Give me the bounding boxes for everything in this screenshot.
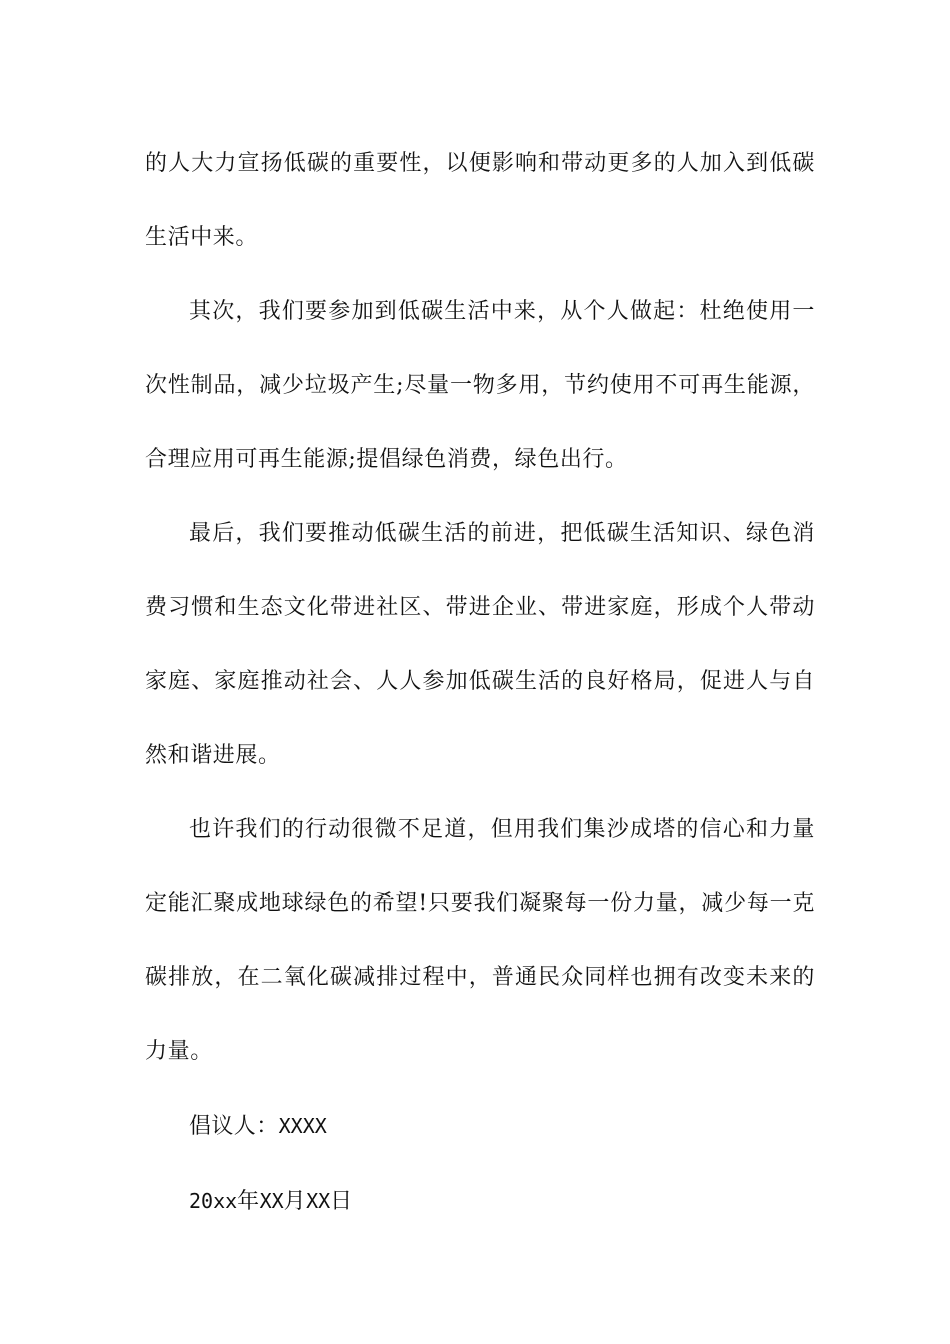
signature-line — [145, 1089, 815, 1164]
date-month: XX — [259, 1189, 284, 1213]
date-day-unit: 日 — [330, 1189, 353, 1214]
paragraph-1: 的人大力宣扬低碳的重要性，以便影响和带动更多的人加入到低碳生活中来。 — [145, 151, 815, 250]
paragraph-2: 其次，我们要参加到低碳生活中来，从个人做起：杜绝使用一次性制品，减少垃圾产生;尽量一物多用，节约使用不可再生能源，合理应用可再生能源;提倡绿色消费，绿色出行。 — [145, 299, 815, 472]
signature-label: 倡议人： — [189, 1114, 279, 1139]
date-year-unit: 年 — [237, 1189, 260, 1214]
paragraph-3: 最后，我们要推动低碳生活的前进，把低碳生活知识、绿色消费习惯和生态文化带进社区、带进企业、带进家庭，形成个人带动家庭、家庭推动社会、人人参加低碳生活的良好格局，促进人与自然和谐进展。 — [145, 521, 815, 768]
paragraph-4: 也许我们的行动很微不足道，但用我们集沙成塔的信心和力量定能汇聚成地球绿色的希望!只要我们凝聚每一份力量，减少每一克碳排放，在二氧化碳减排过程中，普通民众同样也拥有改变未来的力量。 — [145, 817, 815, 1064]
document-body — [145, 127, 815, 1239]
date-day: XX — [306, 1189, 331, 1213]
date-line — [145, 1164, 815, 1239]
date-year: 20xx — [189, 1189, 238, 1213]
signature-name: XXXX — [278, 1114, 327, 1138]
date-month-unit: 月 — [283, 1189, 307, 1214]
